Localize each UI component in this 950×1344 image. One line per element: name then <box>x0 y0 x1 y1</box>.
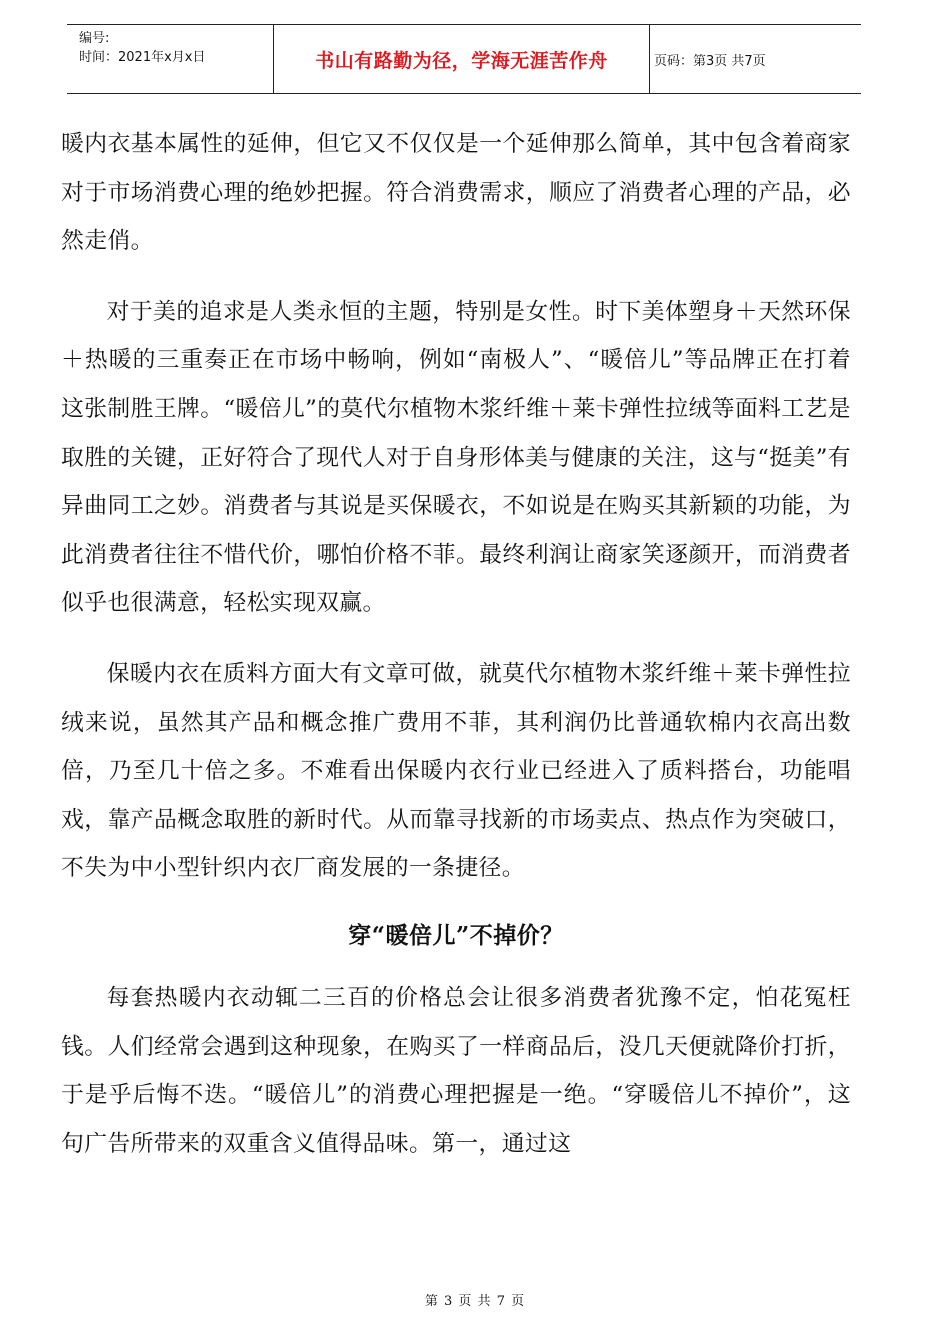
paragraph: 每套热暖内衣动辄二三百的价格总会让很多消费者犹豫不定，怕花冤枉钱。人们经常会遇到这种现象，在购买了一样商品后，没几天便就降价打折，于是乎后悔不迭。“暖倍儿”的消费心理把握是一绝。“穿暖倍儿不掉价”，这句广告所带来的双重含义值得品味。第一，通过这 <box>61 984 851 1157</box>
header-page-info: 页码：第3页 共7页 <box>654 53 766 69</box>
page-footer: 第 3 页 共 7 页 <box>424 1294 526 1309</box>
header-motto: 书山有路勤为径，学海无涯苦作舟 <box>273 25 650 93</box>
date-label: 时间：2021年x月x日 <box>79 50 206 65</box>
header-meta <box>67 25 273 93</box>
section-heading: 穿“暖倍儿”不掉价？ <box>348 921 564 949</box>
document-body <box>61 120 851 1168</box>
serial-number-label: 编号: <box>79 31 110 46</box>
paragraph-continued: 暖内衣基本属性的延伸，但它又不仅仅是一个延伸那么简单，其中包含着商家对于市场消费心理的绝妙把握。符合消费需求，顺应了消费者心理的产品，必然走俏。 <box>61 131 851 255</box>
paragraph: 保暖内衣在质料方面大有文章可做，就莫代尔植物木浆纤维＋莱卡弹性拉绒来说，虽然其产品和概念推广费用不菲，其利润仍比普通软棉内衣高出数倍，乃至几十倍之多。不难看出保暖内衣行业已经进入了质料搭台，功能唱戏，靠产品概念取胜的新时代。从而靠寻找新的市场卖点、热点作为突破口，不失为中小型针织内衣厂商发展的一条捷径。 <box>61 660 851 882</box>
page-header <box>67 24 861 94</box>
paragraph: 对于美的追求是人类永恒的主题，特别是女性。时下美体塑身＋天然环保＋热暖的三重奏正在市场中畅响，例如“南极人”、“暖倍儿”等品牌正在打着这张制胜王牌。“暖倍儿”的莫代尔植物木浆纤维＋莱卡弹性拉绒等面料工艺是取胜的关键，正好符合了现代人对于自身形体美与健康的关注，这与“挺美”有异曲同工之妙。消费者与其说是买保暖衣，不如说是在购买其新颖的功能，为此消费者往往不惜代价，哪怕价格不菲。最终利润让商家笑逐颜开，而消费者似乎也很满意，轻松实现双赢。 <box>61 298 851 617</box>
